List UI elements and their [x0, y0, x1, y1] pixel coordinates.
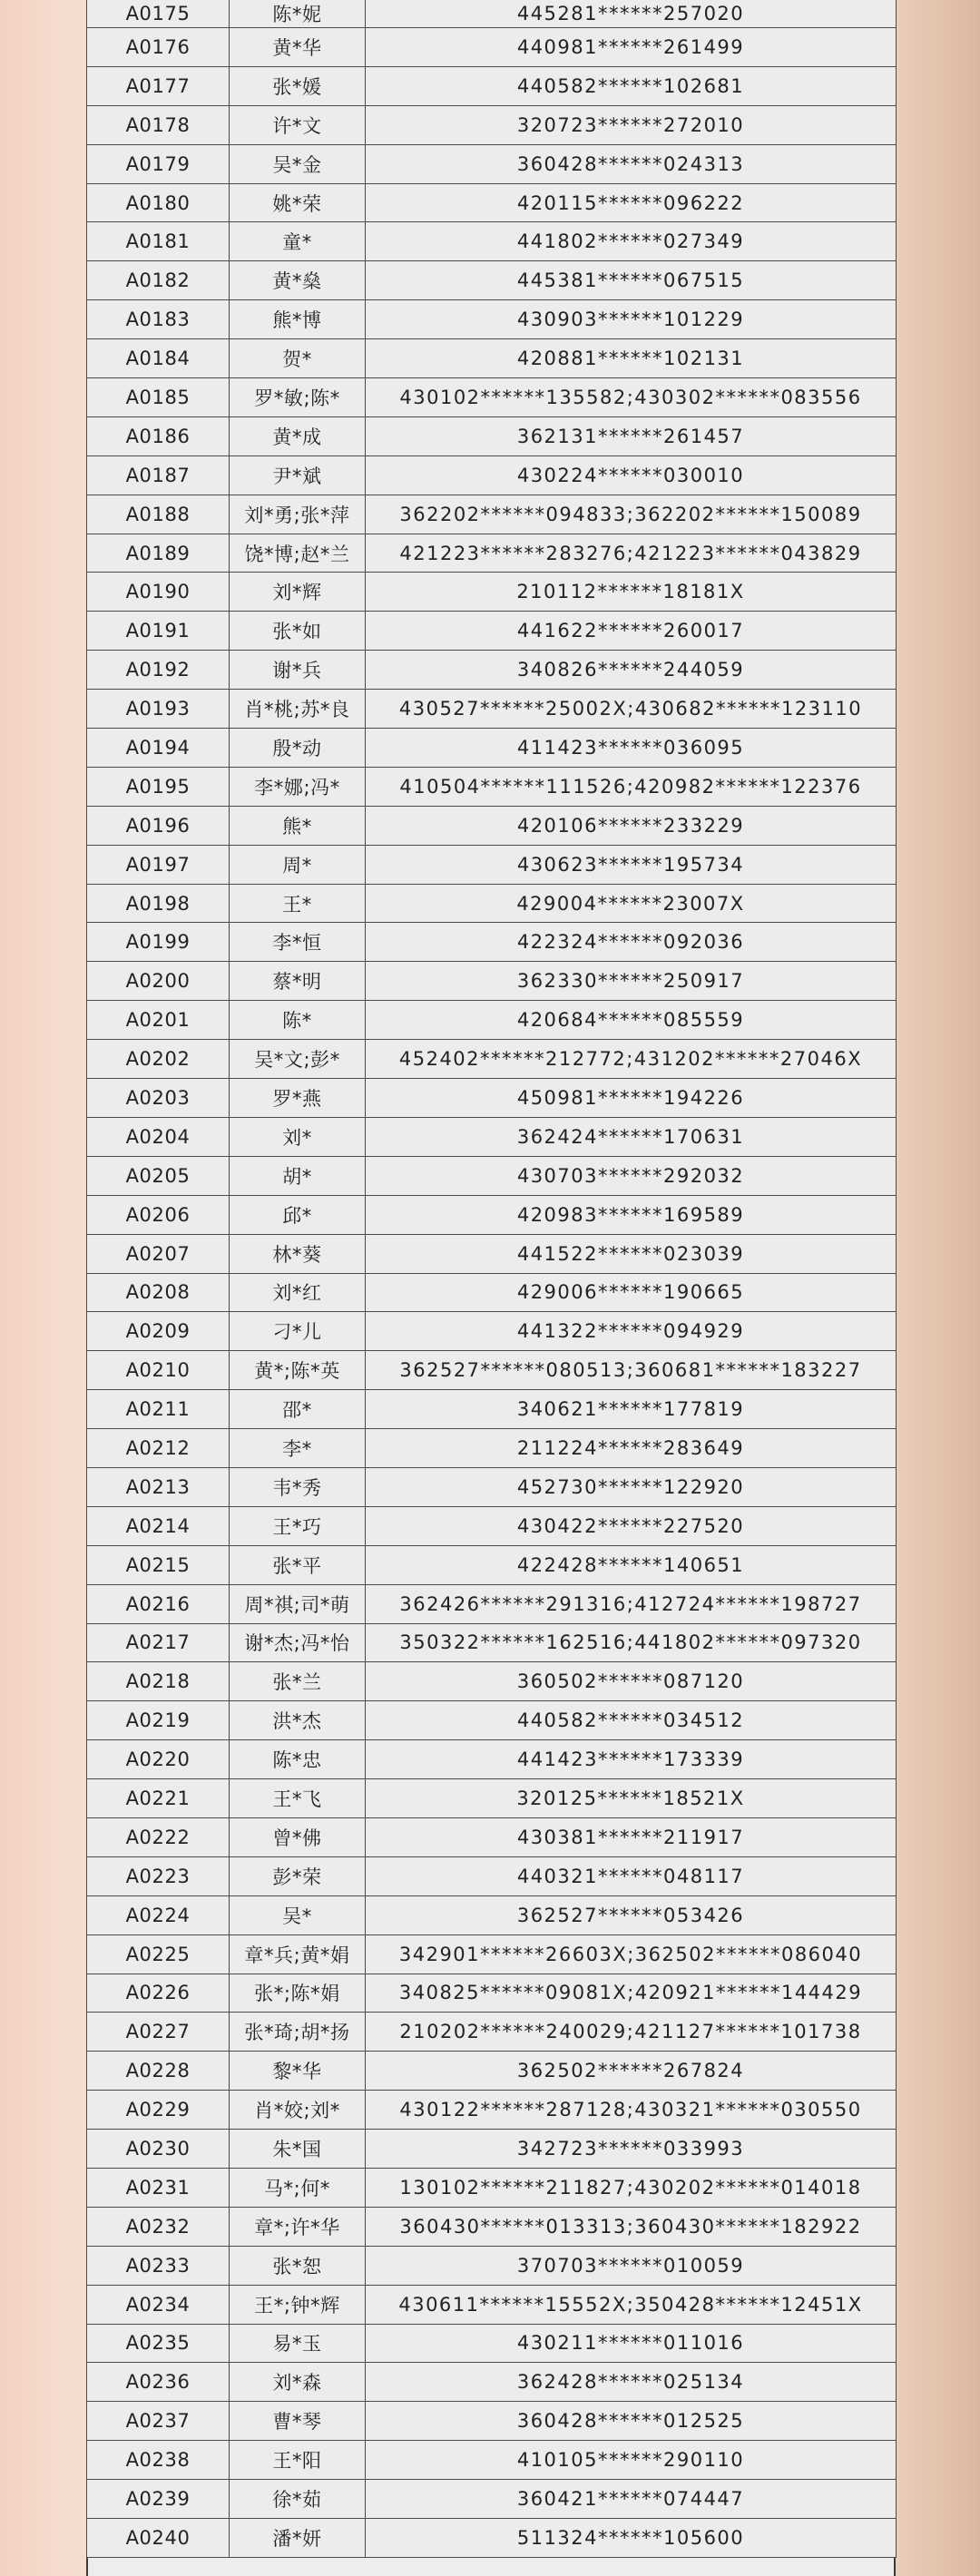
- row-id-card-cell: 441802******027349: [366, 222, 897, 261]
- table-row: [87, 962, 897, 1001]
- row-id-card-cell: 429006******190665: [366, 1273, 897, 1312]
- row-name-cell: 贺*: [230, 339, 366, 378]
- table-row: [87, 66, 897, 105]
- table-row: [87, 1662, 897, 1701]
- table-row: [87, 612, 897, 651]
- participant-table: [86, 0, 897, 2558]
- row-id-card-cell: 441622******260017: [366, 612, 897, 651]
- row-name-cell: 肖*姣;刘*: [230, 2091, 366, 2130]
- row-id-card-cell: 430903******101229: [366, 300, 897, 339]
- row-id-card-cell: 422324******092036: [366, 923, 897, 962]
- row-id-card-cell: 360428******024313: [366, 144, 897, 183]
- table-row: [87, 1506, 897, 1545]
- row-id-cell: A0235: [87, 2324, 230, 2363]
- table-row: [87, 1895, 897, 1934]
- row-id-cell: A0198: [87, 884, 230, 923]
- row-id-cell: A0182: [87, 261, 230, 300]
- row-name-cell: 熊*: [230, 806, 366, 845]
- row-name-cell: 章*;许*华: [230, 2207, 366, 2246]
- row-id-cell: A0180: [87, 183, 230, 222]
- row-id-card-cell: 420684******085559: [366, 1001, 897, 1040]
- row-id-card-cell: 362330******250917: [366, 962, 897, 1001]
- table-body: [87, 0, 897, 2557]
- row-name-cell: 王*;钟*辉: [230, 2285, 366, 2324]
- row-id-cell: A0238: [87, 2441, 230, 2480]
- row-name-cell: 殷*动: [230, 729, 366, 768]
- table-row: [87, 28, 897, 67]
- row-id-card-cell: 410105******290110: [366, 2441, 897, 2480]
- row-name-cell: 洪*杰: [230, 1701, 366, 1740]
- row-id-card-cell: 320125******18521X: [366, 1779, 897, 1818]
- row-id-cell: A0208: [87, 1273, 230, 1312]
- row-id-cell: A0178: [87, 105, 230, 144]
- row-name-cell: 刘*勇;张*萍: [230, 495, 366, 534]
- table-row: [87, 1545, 897, 1584]
- row-name-cell: 林*葵: [230, 1234, 366, 1273]
- table-row: [87, 2168, 897, 2207]
- row-name-cell: 罗*敏;陈*: [230, 378, 366, 417]
- table-row: [87, 1856, 897, 1895]
- table-row: [87, 845, 897, 884]
- row-id-card-cell: 452402******212772;431202******27046X: [366, 1040, 897, 1079]
- row-id-card-cell: 441423******173339: [366, 1740, 897, 1779]
- row-id-card-cell: 511324******105600: [366, 2519, 897, 2558]
- row-name-cell: 陈*忠: [230, 1740, 366, 1779]
- row-name-cell: 张*琦;胡*扬: [230, 2013, 366, 2052]
- row-name-cell: 张*恕: [230, 2246, 366, 2285]
- row-id-cell: A0207: [87, 1234, 230, 1273]
- table-row: [87, 2130, 897, 2169]
- row-id-cell: A0193: [87, 690, 230, 729]
- row-id-card-cell: 430623******195734: [366, 845, 897, 884]
- row-name-cell: 徐*茹: [230, 2480, 366, 2519]
- row-id-card-cell: 445281******257020: [366, 0, 897, 28]
- table-row: [87, 1351, 897, 1390]
- row-id-card-cell: 360428******012525: [366, 2402, 897, 2441]
- row-id-cell: A0181: [87, 222, 230, 261]
- row-id-card-cell: 362527******053426: [366, 1895, 897, 1934]
- row-name-cell: 周*: [230, 845, 366, 884]
- row-name-cell: 陈*妮: [230, 0, 366, 28]
- row-id-card-cell: 362527******080513;360681******183227: [366, 1351, 897, 1390]
- row-id-cell: A0217: [87, 1623, 230, 1662]
- row-id-card-cell: 430527******25002X;430682******123110: [366, 690, 897, 729]
- table-row: [87, 1273, 897, 1312]
- row-id-cell: A0233: [87, 2246, 230, 2285]
- table-row: [87, 923, 897, 962]
- row-name-cell: 邱*: [230, 1195, 366, 1234]
- row-name-cell: 黄*燊: [230, 261, 366, 300]
- row-id-cell: A0226: [87, 1974, 230, 2013]
- row-id-card-cell: 429004******23007X: [366, 884, 897, 923]
- row-name-cell: 黄*;陈*英: [230, 1351, 366, 1390]
- row-id-cell: A0206: [87, 1195, 230, 1234]
- row-id-card-cell: 362428******025134: [366, 2363, 897, 2402]
- row-name-cell: 李*恒: [230, 923, 366, 962]
- table-row: [87, 767, 897, 806]
- table-row: [87, 2324, 897, 2363]
- row-name-cell: 刘*辉: [230, 573, 366, 612]
- row-id-cell: A0214: [87, 1506, 230, 1545]
- row-name-cell: 王*阳: [230, 2441, 366, 2480]
- row-name-cell: 朱*国: [230, 2130, 366, 2169]
- row-id-card-cell: 362426******291316;412724******198727: [366, 1584, 897, 1623]
- table-row: [87, 1584, 897, 1623]
- row-id-card-cell: 210202******240029;421127******101738: [366, 2013, 897, 2052]
- table-row: [87, 1467, 897, 1506]
- table-row: [87, 1623, 897, 1662]
- row-id-card-cell: 350322******162516;441802******097320: [366, 1623, 897, 1662]
- row-id-card-cell: 360430******013313;360430******182922: [366, 2207, 897, 2246]
- row-id-card-cell: 440582******102681: [366, 66, 897, 105]
- row-name-cell: 谢*杰;冯*怡: [230, 1623, 366, 1662]
- row-name-cell: 易*玉: [230, 2324, 366, 2363]
- row-id-cell: A0215: [87, 1545, 230, 1584]
- row-id-cell: A0216: [87, 1584, 230, 1623]
- table-row: [87, 2207, 897, 2246]
- row-id-cell: A0202: [87, 1040, 230, 1079]
- row-id-cell: A0185: [87, 378, 230, 417]
- row-id-card-cell: 420983******169589: [366, 1195, 897, 1234]
- row-id-cell: A0227: [87, 2013, 230, 2052]
- row-name-cell: 蔡*明: [230, 962, 366, 1001]
- row-id-cell: A0184: [87, 339, 230, 378]
- row-id-card-cell: 430381******211917: [366, 1817, 897, 1856]
- row-id-cell: A0232: [87, 2207, 230, 2246]
- row-id-cell: A0236: [87, 2363, 230, 2402]
- row-id-card-cell: 420881******102131: [366, 339, 897, 378]
- row-id-card-cell: 441322******094929: [366, 1312, 897, 1351]
- row-id-card-cell: 342723******033993: [366, 2130, 897, 2169]
- table-row: [87, 339, 897, 378]
- row-name-cell: 黎*华: [230, 2052, 366, 2091]
- table-row: [87, 2091, 897, 2130]
- row-name-cell: 谢*兵: [230, 651, 366, 690]
- row-id-cell: A0191: [87, 612, 230, 651]
- row-name-cell: 黄*华: [230, 28, 366, 67]
- row-name-cell: 刘*红: [230, 1273, 366, 1312]
- row-name-cell: 尹*斌: [230, 455, 366, 495]
- row-id-card-cell: 420115******096222: [366, 183, 897, 222]
- row-id-cell: A0210: [87, 1351, 230, 1390]
- row-id-card-cell: 422428******140651: [366, 1545, 897, 1584]
- table-row: [87, 573, 897, 612]
- row-id-cell: A0204: [87, 1117, 230, 1156]
- table-row: [87, 1195, 897, 1234]
- row-name-cell: 张*媛: [230, 66, 366, 105]
- row-id-card-cell: 430611******15552X;350428******12451X: [366, 2285, 897, 2324]
- row-id-cell: A0190: [87, 573, 230, 612]
- row-id-card-cell: 362502******267824: [366, 2052, 897, 2091]
- row-id-card-cell: 430422******227520: [366, 1506, 897, 1545]
- row-id-card-cell: 360421******074447: [366, 2480, 897, 2519]
- row-id-cell: A0188: [87, 495, 230, 534]
- table-row: [87, 2363, 897, 2402]
- row-name-cell: 黄*成: [230, 416, 366, 455]
- row-id-cell: A0209: [87, 1312, 230, 1351]
- row-name-cell: 张*平: [230, 1545, 366, 1584]
- row-id-cell: A0221: [87, 1779, 230, 1818]
- row-name-cell: 刁*儿: [230, 1312, 366, 1351]
- row-name-cell: 吴*金: [230, 144, 366, 183]
- table-row: [87, 1429, 897, 1468]
- row-id-card-cell: 362424******170631: [366, 1117, 897, 1156]
- table-row: [87, 1779, 897, 1818]
- table-row: [87, 1234, 897, 1273]
- table-row: [87, 651, 897, 690]
- row-id-cell: A0240: [87, 2519, 230, 2558]
- table-row: [87, 534, 897, 573]
- table-row: [87, 144, 897, 183]
- row-id-cell: A0196: [87, 806, 230, 845]
- row-name-cell: 肖*桃;苏*良: [230, 690, 366, 729]
- row-id-card-cell: 130102******211827;430202******014018: [366, 2168, 897, 2207]
- row-id-cell: A0220: [87, 1740, 230, 1779]
- row-id-card-cell: 430224******030010: [366, 455, 897, 495]
- row-id-cell: A0225: [87, 1934, 230, 1974]
- row-name-cell: 张*兰: [230, 1662, 366, 1701]
- table-row: [87, 1974, 897, 2013]
- row-id-cell: A0223: [87, 1856, 230, 1895]
- table-row: [87, 2519, 897, 2558]
- row-id-card-cell: 211224******283649: [366, 1429, 897, 1468]
- table-row: [87, 2246, 897, 2285]
- row-name-cell: 李*娜;冯*: [230, 767, 366, 806]
- table-row: [87, 1040, 897, 1079]
- row-id-card-cell: 421223******283276;421223******043829: [366, 534, 897, 573]
- table-row: [87, 1001, 897, 1040]
- row-name-cell: 曹*琴: [230, 2402, 366, 2441]
- row-id-cell: A0228: [87, 2052, 230, 2091]
- row-id-card-cell: 430122******287128;430321******030550: [366, 2091, 897, 2130]
- row-id-cell: A0187: [87, 455, 230, 495]
- row-id-card-cell: 445381******067515: [366, 261, 897, 300]
- row-id-cell: A0219: [87, 1701, 230, 1740]
- row-id-cell: A0222: [87, 1817, 230, 1856]
- row-id-cell: A0239: [87, 2480, 230, 2519]
- table-row: [87, 1156, 897, 1195]
- table-row: [87, 416, 897, 455]
- row-name-cell: 吴*文;彭*: [230, 1040, 366, 1079]
- row-id-card-cell: 440582******034512: [366, 1701, 897, 1740]
- row-name-cell: 曾*佛: [230, 1817, 366, 1856]
- row-id-card-cell: 340621******177819: [366, 1390, 897, 1429]
- table-row: [87, 105, 897, 144]
- row-id-card-cell: 210112******18181X: [366, 573, 897, 612]
- table-row: [87, 2285, 897, 2324]
- table-row: [87, 1079, 897, 1118]
- row-name-cell: 马*;何*: [230, 2168, 366, 2207]
- row-id-card-cell: 342901******26603X;362502******086040: [366, 1934, 897, 1974]
- table-row: [87, 1701, 897, 1740]
- row-name-cell: 章*兵;黄*娟: [230, 1934, 366, 1974]
- row-name-cell: 饶*博;赵*兰: [230, 534, 366, 573]
- row-id-cell: A0211: [87, 1390, 230, 1429]
- row-id-card-cell: 340826******244059: [366, 651, 897, 690]
- row-id-cell: A0201: [87, 1001, 230, 1040]
- row-id-cell: A0189: [87, 534, 230, 573]
- row-name-cell: 潘*妍: [230, 2519, 366, 2558]
- row-id-cell: A0195: [87, 767, 230, 806]
- row-id-cell: A0205: [87, 1156, 230, 1195]
- table-row: [87, 1740, 897, 1779]
- table-row: [87, 2402, 897, 2441]
- row-id-cell: A0231: [87, 2168, 230, 2207]
- row-id-card-cell: 430703******292032: [366, 1156, 897, 1195]
- row-name-cell: 刘*: [230, 1117, 366, 1156]
- row-name-cell: 刘*森: [230, 2363, 366, 2402]
- row-id-cell: A0237: [87, 2402, 230, 2441]
- table-row: [87, 884, 897, 923]
- row-id-card-cell: 360502******087120: [366, 1662, 897, 1701]
- row-id-card-cell: 440981******261499: [366, 28, 897, 67]
- table-row: [87, 378, 897, 417]
- row-id-cell: A0192: [87, 651, 230, 690]
- table-row: [87, 1312, 897, 1351]
- row-id-card-cell: 452730******122920: [366, 1467, 897, 1506]
- row-id-cell: A0183: [87, 300, 230, 339]
- row-name-cell: 陈*: [230, 1001, 366, 1040]
- row-id-card-cell: 440321******048117: [366, 1856, 897, 1895]
- row-id-card-cell: 320723******272010: [366, 105, 897, 144]
- row-id-cell: A0175: [87, 0, 230, 28]
- row-name-cell: 王*: [230, 884, 366, 923]
- row-id-cell: A0234: [87, 2285, 230, 2324]
- table-row: [87, 2441, 897, 2480]
- row-id-cell: A0199: [87, 923, 230, 962]
- table-row: [87, 1117, 897, 1156]
- row-name-cell: 罗*燕: [230, 1079, 366, 1118]
- row-id-card-cell: 362202******094833;362202******150089: [366, 495, 897, 534]
- row-name-cell: 熊*博: [230, 300, 366, 339]
- row-id-cell: A0176: [87, 28, 230, 67]
- row-name-cell: 王*飞: [230, 1779, 366, 1818]
- table-row: [87, 690, 897, 729]
- row-id-card-cell: 370703******010059: [366, 2246, 897, 2285]
- row-name-cell: 韦*秀: [230, 1467, 366, 1506]
- table-row: [87, 222, 897, 261]
- row-name-cell: 许*文: [230, 105, 366, 144]
- table-row: [87, 1817, 897, 1856]
- row-id-cell: A0186: [87, 416, 230, 455]
- row-id-card-cell: 441522******023039: [366, 1234, 897, 1273]
- row-id-card-cell: 430102******135582;430302******083556: [366, 378, 897, 417]
- table-row: [87, 455, 897, 495]
- row-id-cell: A0194: [87, 729, 230, 768]
- table-row: [87, 2480, 897, 2519]
- row-id-cell: A0213: [87, 1467, 230, 1506]
- table-row: [87, 1390, 897, 1429]
- row-name-cell: 王*巧: [230, 1506, 366, 1545]
- table-row: [87, 300, 897, 339]
- table-row: [87, 2052, 897, 2091]
- row-name-cell: 姚*荣: [230, 183, 366, 222]
- row-id-cell: A0212: [87, 1429, 230, 1468]
- row-name-cell: 张*如: [230, 612, 366, 651]
- row-id-cell: A0224: [87, 1895, 230, 1934]
- table-row: [87, 495, 897, 534]
- row-id-card-cell: 340825******09081X;420921******144429: [366, 1974, 897, 2013]
- row-name-cell: 童*: [230, 222, 366, 261]
- row-id-cell: A0177: [87, 66, 230, 105]
- row-id-card-cell: 410504******111526;420982******122376: [366, 767, 897, 806]
- row-id-card-cell: 420106******233229: [366, 806, 897, 845]
- row-id-cell: A0203: [87, 1079, 230, 1118]
- row-id-cell: A0218: [87, 1662, 230, 1701]
- table-row: [87, 261, 897, 300]
- row-id-cell: A0179: [87, 144, 230, 183]
- table-row: [87, 2013, 897, 2052]
- table-row: [87, 806, 897, 845]
- row-id-cell: A0200: [87, 962, 230, 1001]
- row-id-card-cell: 430211******011016: [366, 2324, 897, 2363]
- table-row: [87, 1934, 897, 1974]
- row-name-cell: 彭*荣: [230, 1856, 366, 1895]
- row-id-card-cell: 411423******036095: [366, 729, 897, 768]
- row-name-cell: 周*祺;司*萌: [230, 1584, 366, 1623]
- row-name-cell: 张*;陈*娟: [230, 1974, 366, 2013]
- row-name-cell: 吴*: [230, 1895, 366, 1934]
- row-id-cell: A0230: [87, 2130, 230, 2169]
- table-row: [87, 183, 897, 222]
- row-id-cell: A0197: [87, 845, 230, 884]
- row-name-cell: 李*: [230, 1429, 366, 1468]
- table-row: [87, 729, 897, 768]
- table-row: [87, 0, 897, 28]
- row-name-cell: 邵*: [230, 1390, 366, 1429]
- row-name-cell: 胡*: [230, 1156, 366, 1195]
- row-id-cell: A0229: [87, 2091, 230, 2130]
- row-id-card-cell: 450981******194226: [366, 1079, 897, 1118]
- row-id-card-cell: 362131******261457: [366, 416, 897, 455]
